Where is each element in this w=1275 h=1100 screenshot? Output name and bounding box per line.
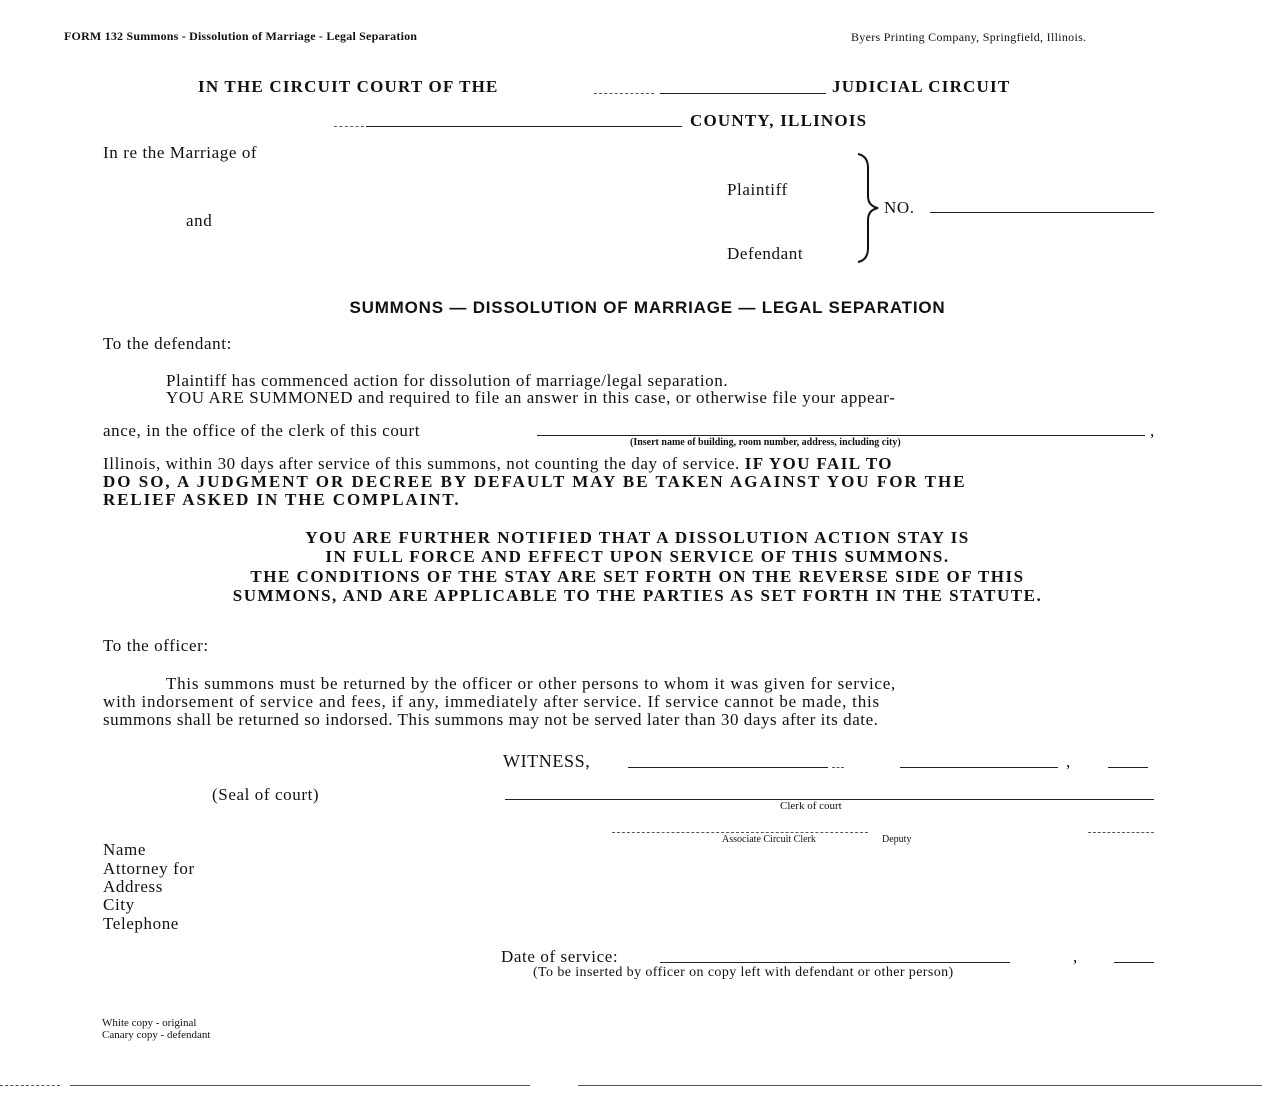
witness-year-field[interactable] bbox=[1108, 767, 1148, 768]
associate-clerk-label: Associate Circuit Clerk bbox=[722, 834, 816, 845]
circuit-number-field[interactable] bbox=[660, 93, 826, 94]
witness-dots bbox=[832, 767, 844, 768]
witness-label: WITNESS, bbox=[503, 751, 591, 771]
seal-label: (Seal of court) bbox=[212, 785, 320, 804]
to-officer-label: To the officer: bbox=[103, 636, 209, 655]
witness-comma: , bbox=[1066, 752, 1071, 771]
officer-text-line2: with indorsement of service and fees, if any, immediately after service. If service cannot be made, this bbox=[103, 692, 880, 711]
officer-text-line1: This summons must be returned by the officer or other persons to whom it was given for service, bbox=[166, 674, 897, 693]
deputy-field[interactable] bbox=[1088, 832, 1154, 833]
notice-line1: YOU ARE FURTHER NOTIFIED THAT A DISSOLUTION ACTION STAY IS bbox=[305, 528, 970, 547]
attorney-city-label: City bbox=[103, 895, 135, 914]
court-line-prefix: IN THE CIRCUIT COURT OF THE bbox=[198, 77, 499, 96]
printer-name: Byers Printing Company, Springfield, Illinois. bbox=[851, 30, 1087, 44]
county-line-suffix: COUNTY, ILLINOIS bbox=[690, 111, 868, 130]
circuit-blank-dots bbox=[594, 93, 654, 94]
defendant-text-line6: RELIEF ASKED IN THE COMPLAINT. bbox=[103, 490, 461, 509]
witness-date-field[interactable] bbox=[900, 767, 1058, 768]
address-comma: , bbox=[1150, 421, 1155, 440]
case-number-label: NO. bbox=[884, 198, 915, 217]
date-of-service-label: Date of service: bbox=[501, 947, 619, 966]
bottom-edge-line-left bbox=[70, 1085, 530, 1086]
notice-line3: THE CONDITIONS OF THE STAY ARE SET FORTH ON THE REVERSE SIDE OF THIS bbox=[250, 567, 1025, 586]
clerk-office-address-field[interactable] bbox=[537, 435, 1145, 436]
county-name-field[interactable] bbox=[366, 126, 682, 127]
defendant-text-line3: ance, in the office of the clerk of this court bbox=[103, 421, 421, 440]
document-title: SUMMONS — DISSOLUTION OF MARRIAGE — LEGAL SEPARATION bbox=[349, 298, 946, 317]
caption-brace-icon bbox=[852, 152, 882, 264]
attorney-address-label: Address bbox=[103, 877, 163, 896]
address-hint: (Insert name of building, room number, address, including city) bbox=[630, 437, 901, 448]
in-re-label: In re the Marriage of bbox=[103, 143, 258, 162]
witness-name-field[interactable] bbox=[628, 767, 828, 768]
attorney-telephone-label: Telephone bbox=[103, 914, 179, 933]
defendant-label: Defendant bbox=[727, 244, 804, 263]
and-label: and bbox=[186, 211, 213, 230]
deputy-label: Deputy bbox=[882, 834, 912, 845]
court-line-suffix: JUDICIAL CIRCUIT bbox=[832, 77, 1011, 96]
service-note: (To be inserted by officer on copy left with defendant or other person) bbox=[533, 965, 954, 980]
attorney-name-label: Name bbox=[103, 840, 146, 859]
defendant-text-line2: YOU ARE SUMMONED and required to file an answer in this case, or otherwise file your appear- bbox=[166, 388, 896, 407]
to-defendant-label: To the defendant: bbox=[103, 334, 232, 353]
defendant-text-line4-normal: Illinois, within 30 days after service of this summons, not counting the day of service. bbox=[103, 454, 740, 473]
defendant-text-line4 bbox=[103, 454, 1156, 474]
attorney-for-label: Attorney for bbox=[103, 859, 195, 878]
defendant-text-line5: DO SO, A JUDGMENT OR DECREE BY DEFAULT MAY BE TAKEN AGAINST YOU FOR THE bbox=[103, 472, 967, 491]
notice-line4: SUMMONS, AND ARE APPLICABLE TO THE PARTIES AS SET FORTH IN THE STATUTE. bbox=[232, 586, 1043, 605]
notice-line2: IN FULL FORCE AND EFFECT UPON SERVICE OF THIS SUMMONS. bbox=[325, 547, 950, 566]
bottom-edge-line-right bbox=[578, 1085, 1262, 1086]
service-year-field[interactable] bbox=[1114, 962, 1154, 963]
form-title: FORM 132 Summons - Dissolution of Marriage - Legal Separation bbox=[64, 29, 418, 43]
service-date-field[interactable] bbox=[660, 962, 1010, 963]
plaintiff-label: Plaintiff bbox=[727, 180, 788, 199]
canary-copy-label: Canary copy - defendant bbox=[102, 1029, 211, 1041]
white-copy-label: White copy - original bbox=[102, 1017, 197, 1029]
bottom-edge-dots bbox=[0, 1085, 60, 1086]
service-date-comma: , bbox=[1073, 947, 1078, 966]
defendant-text-line1: Plaintiff has commenced action for dissolution of marriage/legal separation. bbox=[166, 371, 729, 390]
associate-clerk-field[interactable] bbox=[612, 832, 868, 833]
officer-text-line3: summons shall be returned so indorsed. This summons may not be served later than 30 days after its date. bbox=[103, 710, 879, 729]
clerk-of-court-label: Clerk of court bbox=[780, 800, 842, 812]
case-number-field[interactable] bbox=[930, 212, 1154, 213]
defendant-text-line4-bold: IF YOU FAIL TO bbox=[744, 454, 893, 473]
county-blank-dots bbox=[334, 126, 364, 127]
